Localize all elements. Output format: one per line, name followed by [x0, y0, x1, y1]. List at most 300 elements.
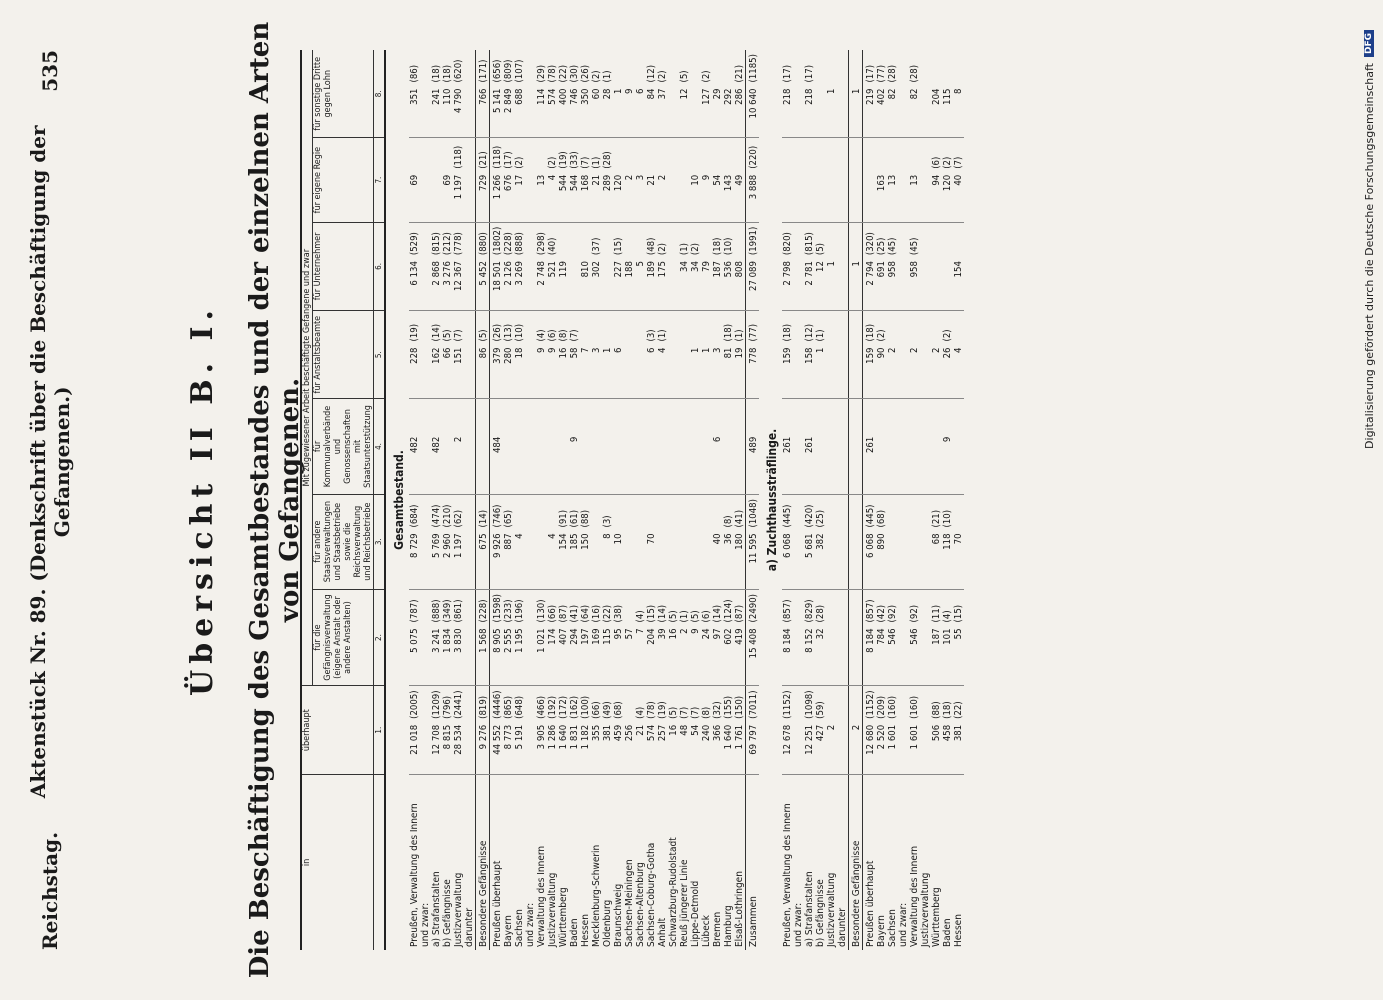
- cell-value: 1: [849, 86, 863, 139]
- cell-value: 1 640: [558, 722, 569, 775]
- cell-female: (66): [547, 604, 558, 623]
- page-subtitle: Die Beschäftigung des Gesamtbestandes und der einzelnen Arten von Gefangenen.: [245, 21, 305, 979]
- cell-female: [514, 399, 525, 434]
- cell-female: (1152): [782, 690, 793, 719]
- cell-female: (5): [442, 329, 453, 342]
- cell-value: 2: [887, 345, 898, 399]
- cell-female: (857): [863, 589, 877, 625]
- cell-female: [837, 138, 849, 172]
- table-row: [909, 50, 920, 950]
- cell-female: [942, 399, 953, 434]
- row-label: Verwaltung des Innern: [909, 845, 920, 947]
- col-number-8: 8.: [374, 50, 386, 138]
- cell-female: [826, 50, 837, 86]
- cell-female: [635, 494, 646, 530]
- cell-value: 90: [876, 345, 887, 399]
- table-row: [804, 50, 815, 950]
- cell-value: 2: [909, 345, 920, 399]
- cell-value: [701, 434, 712, 494]
- cell-value: 1 182: [580, 722, 591, 775]
- cell-female: [837, 589, 849, 625]
- cell-value: [420, 625, 431, 686]
- cell-female: (2441): [453, 690, 464, 719]
- cell-value: [690, 434, 701, 494]
- row-label: Besondere Gefängnisse: [476, 774, 490, 950]
- cell-female: [635, 311, 646, 345]
- cell-value: 12 680: [863, 722, 877, 775]
- cell-female: (59): [815, 701, 826, 719]
- digitization-credit: [1361, 30, 1377, 970]
- table-row: [657, 50, 668, 950]
- cell-value: 676: [503, 172, 514, 222]
- cell-female: (4): [536, 329, 547, 342]
- cell-value: [849, 434, 863, 494]
- cell-value: 729: [476, 172, 490, 222]
- cell-value: 6 068: [782, 530, 793, 589]
- cell-value: 381: [953, 722, 964, 775]
- cell-female: (5): [668, 610, 679, 623]
- cell-value: 9: [536, 345, 547, 399]
- cell-female: (2): [690, 242, 701, 256]
- page-number: 535: [38, 50, 62, 92]
- table-row: [453, 50, 464, 950]
- cell-female: (209): [876, 695, 887, 719]
- cell-value: 2 868: [431, 258, 442, 311]
- cell-female: (12): [804, 323, 815, 342]
- cell-female: (7): [580, 156, 591, 169]
- cell-female: (22): [602, 604, 613, 623]
- cell-female: [898, 399, 909, 434]
- cell-female: (14): [431, 323, 442, 342]
- cell-value: [464, 530, 476, 589]
- cell-value: 2 748: [536, 258, 547, 311]
- cell-value: 256: [624, 722, 635, 775]
- cell-female: [863, 399, 877, 434]
- cell-female: [668, 494, 679, 530]
- cell-female: [613, 50, 624, 86]
- cell-value: 294: [569, 625, 580, 686]
- cell-value: 150: [580, 530, 591, 589]
- cell-female: (18): [863, 311, 877, 345]
- cell-value: 766: [476, 86, 490, 139]
- cell-value: 18 501: [490, 258, 504, 311]
- cell-value: [723, 434, 734, 494]
- cell-female: (4): [942, 610, 953, 623]
- cell-female: [525, 222, 536, 258]
- cell-value: [668, 530, 679, 589]
- cell-value: [464, 722, 476, 775]
- cell-female: [591, 311, 602, 345]
- col-header-4: für Kommunalverbände und Genossenschaften mit Staatsunterstützung: [313, 399, 374, 494]
- cell-female: (7): [953, 156, 964, 169]
- cell-value: 187: [712, 258, 723, 311]
- cell-value: [898, 434, 909, 494]
- cell-female: [613, 138, 624, 172]
- cell-value: 292: [723, 86, 734, 139]
- cell-female: [668, 311, 679, 345]
- row-label: Bayern: [876, 915, 887, 947]
- cell-value: [898, 172, 909, 222]
- cell-female: (19): [558, 151, 569, 169]
- cell-female: (88): [580, 509, 591, 528]
- row-label: Verwaltung des Innern: [536, 845, 547, 947]
- cell-value: 40: [953, 172, 964, 222]
- cell-value: 4: [514, 530, 525, 589]
- cell-value: 1 197: [453, 172, 464, 222]
- cell-female: (18): [712, 237, 723, 256]
- table-row: [876, 50, 887, 950]
- cell-value: 60: [591, 86, 602, 139]
- cell-female: (1): [679, 242, 690, 256]
- cell-female: (25): [815, 509, 826, 528]
- cell-value: 70: [953, 530, 964, 589]
- cell-female: [690, 138, 701, 172]
- row-label: darunter: [464, 907, 475, 947]
- row-label: Bayern: [503, 915, 514, 947]
- cell-female: [898, 50, 909, 86]
- cell-female: (1): [602, 70, 613, 83]
- cell-value: [420, 434, 431, 494]
- cell-female: [569, 222, 580, 258]
- cell-female: (2490): [746, 589, 760, 625]
- cell-female: [826, 311, 837, 345]
- cell-female: (192): [547, 695, 558, 719]
- cell-value: 506: [931, 722, 942, 775]
- cell-value: 808: [734, 258, 746, 311]
- cell-value: 574: [547, 86, 558, 139]
- cell-female: (160): [909, 695, 920, 719]
- cell-female: (26): [580, 64, 591, 83]
- cell-value: 489: [746, 434, 760, 494]
- cell-female: [646, 138, 657, 172]
- cell-female: [734, 222, 746, 258]
- cell-female: (48): [646, 237, 657, 256]
- cell-female: (2): [514, 156, 525, 169]
- cell-value: [624, 345, 635, 399]
- cell-value: 2 126: [503, 258, 514, 311]
- cell-value: 219: [863, 86, 877, 139]
- cell-value: [420, 722, 431, 775]
- cell-female: (1991): [746, 222, 760, 258]
- cell-female: [624, 222, 635, 258]
- cell-female: (7): [690, 706, 701, 719]
- running-head: [26, 50, 74, 950]
- cell-female: (100): [580, 695, 591, 719]
- cell-value: 8 729: [409, 530, 420, 589]
- cell-female: (8): [723, 515, 734, 528]
- cell-value: 8 815: [442, 722, 453, 775]
- cell-value: 68: [931, 530, 942, 589]
- cell-female: (19): [657, 701, 668, 719]
- cell-female: [887, 311, 898, 345]
- col-number-1: 1.: [374, 686, 386, 774]
- cell-female: (4446): [490, 686, 504, 722]
- cell-value: [837, 172, 849, 222]
- cell-female: [701, 399, 712, 434]
- col-header-8: für sonstige Dritte gegen Lohn: [313, 50, 374, 138]
- cell-value: [849, 625, 863, 686]
- cell-female: (42): [876, 604, 887, 623]
- cell-female: (26): [490, 311, 504, 345]
- cell-value: 16: [558, 345, 569, 399]
- cell-female: (6): [701, 610, 712, 623]
- cell-female: [837, 399, 849, 434]
- table-row: [490, 50, 504, 950]
- cell-value: 37: [657, 86, 668, 139]
- cell-value: 4: [547, 530, 558, 589]
- cell-value: 27 089: [746, 258, 760, 311]
- cell-female: (40): [547, 237, 558, 256]
- cell-female: [580, 222, 591, 258]
- cell-value: [953, 434, 964, 494]
- row-label: Anhalt: [657, 917, 668, 947]
- cell-female: [898, 138, 909, 172]
- cell-value: 12: [679, 86, 690, 139]
- cell-female: [690, 50, 701, 86]
- cell-value: [657, 530, 668, 589]
- cell-female: (3): [646, 329, 657, 342]
- cell-value: 9 926: [490, 530, 504, 589]
- cell-value: [536, 434, 547, 494]
- cell-value: 459: [613, 722, 624, 775]
- table-row: [514, 50, 525, 950]
- row-label: Preußen, Verwaltung des Innern: [409, 803, 420, 947]
- cell-female: [525, 494, 536, 530]
- row-label: Schwarzburg-Rudolstadt: [668, 837, 679, 947]
- cell-female: [863, 138, 877, 172]
- cell-female: (349): [442, 599, 453, 623]
- row-label: Sachsen: [514, 909, 525, 947]
- cell-female: (2): [942, 329, 953, 342]
- cell-value: 12 251: [804, 722, 815, 775]
- cell-female: (62): [453, 509, 464, 528]
- cell-value: [602, 258, 613, 311]
- cell-value: [525, 345, 536, 399]
- cell-value: 546: [909, 625, 920, 686]
- cell-female: (28): [909, 64, 920, 83]
- cell-female: (1): [734, 329, 745, 342]
- cell-value: 261: [804, 434, 815, 494]
- cell-female: (14): [476, 494, 490, 530]
- cell-female: [409, 399, 420, 434]
- cell-female: [920, 222, 931, 258]
- cell-female: [734, 399, 746, 434]
- cell-female: (1): [679, 610, 690, 623]
- cell-value: 482: [409, 434, 420, 494]
- cell-value: 97: [712, 625, 723, 686]
- cell-female: [723, 399, 734, 434]
- cell-value: [464, 86, 476, 139]
- running-head-left: Reichstag.: [38, 831, 62, 950]
- cell-value: 119: [558, 258, 569, 311]
- cell-value: [837, 722, 849, 775]
- cell-value: [909, 530, 920, 589]
- cell-female: (6): [547, 329, 558, 342]
- cell-female: [591, 494, 602, 530]
- cell-value: [898, 722, 909, 775]
- cell-value: 118: [942, 530, 953, 589]
- cell-value: 419: [734, 625, 746, 686]
- cell-value: 2 794: [863, 258, 877, 311]
- cell-female: (648): [514, 695, 525, 719]
- cell-value: 280: [503, 345, 514, 399]
- row-label: Justizverwaltung: [547, 872, 558, 947]
- cell-female: [920, 686, 931, 722]
- cell-female: (12): [646, 64, 657, 83]
- cell-value: 143: [723, 172, 734, 222]
- cell-female: [701, 222, 712, 258]
- cell-female: (529): [409, 232, 420, 256]
- cell-value: 10 640: [746, 86, 760, 139]
- cell-value: [690, 530, 701, 589]
- cell-value: 115: [942, 86, 953, 139]
- cell-value: [734, 434, 746, 494]
- cell-female: (77): [876, 64, 887, 83]
- cell-value: 350: [580, 86, 591, 139]
- cell-value: 2: [849, 722, 863, 775]
- row-label: Justizverwaltung: [920, 872, 931, 947]
- cell-female: (15): [613, 237, 624, 256]
- cell-value: 4: [657, 345, 668, 399]
- table-row: [580, 50, 591, 950]
- cell-female: (228): [476, 589, 490, 625]
- table-row: [837, 50, 849, 950]
- cell-female: [712, 399, 723, 434]
- cell-female: (474): [431, 504, 442, 528]
- cell-value: 2: [624, 172, 635, 222]
- cell-value: [668, 86, 679, 139]
- cell-value: 9: [942, 434, 953, 494]
- cell-female: (14): [657, 604, 668, 623]
- row-label: Hessen: [580, 914, 591, 947]
- cell-female: (320): [863, 222, 877, 258]
- cell-value: 1: [849, 258, 863, 311]
- table-row: [690, 50, 701, 950]
- cell-female: (819): [476, 686, 490, 722]
- cell-female: [490, 399, 504, 434]
- cell-value: [525, 86, 536, 139]
- cell-female: (888): [514, 232, 525, 256]
- cell-female: [746, 399, 760, 434]
- cell-value: 8 773: [503, 722, 514, 775]
- table-row: [898, 50, 909, 950]
- cell-value: [420, 86, 431, 139]
- cell-female: (7): [453, 329, 464, 342]
- cell-female: (61): [569, 509, 580, 528]
- col-header-2: für die Gefängnisverwaltung (eigene Anstalt oder andere Anstalten): [313, 589, 374, 686]
- cell-value: [525, 172, 536, 222]
- cell-value: 9 276: [476, 722, 490, 775]
- cell-female: [931, 311, 942, 345]
- cell-female: [476, 399, 490, 434]
- cell-value: 3 830: [453, 625, 464, 686]
- table-row: [613, 50, 624, 950]
- cell-female: (13): [503, 323, 514, 342]
- cell-value: 407: [558, 625, 569, 686]
- cell-value: 675: [476, 530, 490, 589]
- cell-female: [909, 494, 920, 530]
- cell-value: 218: [804, 86, 815, 139]
- cell-value: 1: [602, 345, 613, 399]
- cell-female: [679, 399, 690, 434]
- cell-female: (8): [701, 706, 712, 719]
- cell-value: [849, 530, 863, 589]
- cell-female: [887, 399, 898, 434]
- cell-female: [635, 222, 646, 258]
- cell-female: (2): [591, 70, 602, 83]
- cell-value: 26: [942, 345, 953, 399]
- cell-value: 11 595: [746, 530, 760, 589]
- cell-value: 9: [690, 625, 701, 686]
- cell-value: 289: [602, 172, 613, 222]
- cell-female: [624, 50, 635, 86]
- cell-female: (41): [734, 509, 745, 528]
- cell-value: [679, 434, 690, 494]
- cell-female: [558, 222, 569, 258]
- cell-female: [782, 399, 793, 434]
- cell-value: [464, 258, 476, 311]
- cell-value: 257: [657, 722, 668, 775]
- table-row: [942, 50, 953, 950]
- cell-value: 18: [514, 345, 525, 399]
- table-row: [536, 50, 547, 950]
- cell-female: (30): [569, 64, 580, 83]
- cell-value: 39: [657, 625, 668, 686]
- cell-female: (1598): [490, 589, 504, 625]
- cell-female: (49): [602, 701, 613, 719]
- cell-female: [826, 589, 837, 625]
- table-row: [409, 50, 420, 950]
- cell-value: [826, 345, 837, 399]
- cell-female: (656): [490, 50, 504, 86]
- cell-value: 175: [657, 258, 668, 311]
- table-row: [746, 50, 760, 950]
- cell-value: 2: [453, 434, 464, 494]
- cell-value: [920, 530, 931, 589]
- cell-female: (888): [431, 599, 442, 623]
- cell-value: 355: [591, 722, 602, 775]
- cell-value: 8: [602, 530, 613, 589]
- cell-female: [953, 311, 964, 345]
- row-label: und zwar:: [793, 902, 804, 947]
- cell-value: [837, 258, 849, 311]
- cell-female: (18): [942, 701, 953, 719]
- cell-value: 778: [746, 345, 760, 399]
- cell-female: [826, 686, 837, 722]
- cell-female: [420, 50, 431, 86]
- cell-female: (66): [591, 701, 602, 719]
- cell-female: (17): [804, 64, 815, 83]
- cell-value: [849, 172, 863, 222]
- cell-value: 29: [712, 86, 723, 139]
- cell-value: 1: [815, 345, 826, 399]
- cell-value: 8 905: [490, 625, 504, 686]
- cell-female: (228): [503, 232, 514, 256]
- cell-female: (29): [536, 64, 547, 83]
- cell-female: (21): [476, 138, 490, 172]
- cell-female: (18): [723, 323, 734, 342]
- cell-value: [442, 434, 453, 494]
- cell-value: 12 708: [431, 722, 442, 775]
- cell-value: 218: [782, 86, 793, 139]
- cell-female: (15): [953, 604, 964, 623]
- cell-female: (87): [558, 604, 569, 623]
- group-header: Mit zugewiesener Arbeit beschäftigte Gefangene und zwar: [301, 50, 313, 686]
- cell-female: [503, 399, 514, 434]
- cell-value: 6: [635, 86, 646, 139]
- cell-value: 1 601: [909, 722, 920, 775]
- cell-female: (684): [409, 504, 420, 528]
